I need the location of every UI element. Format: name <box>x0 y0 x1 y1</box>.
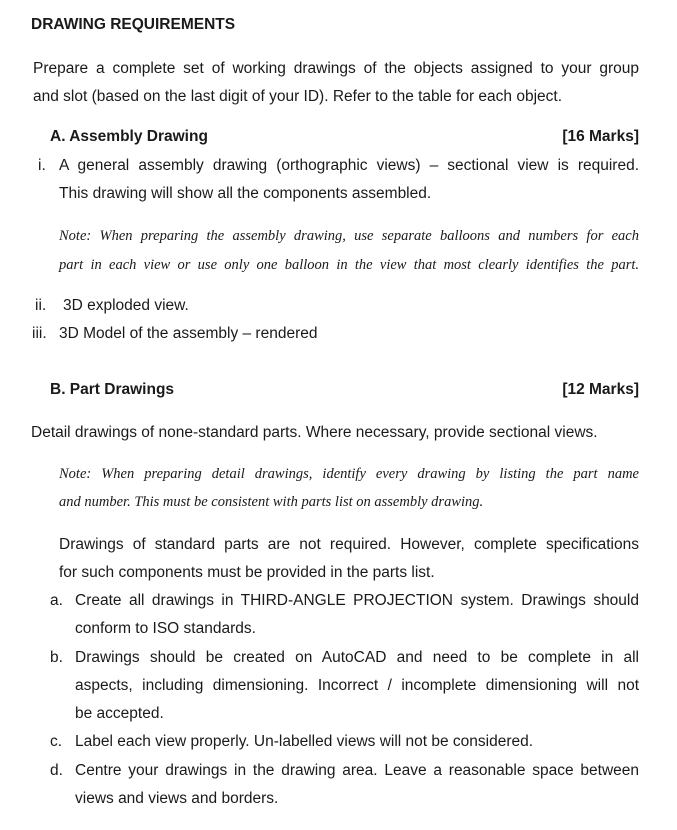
note-line: and number. This must be consistent with parts list on assembly drawing. <box>59 494 484 510</box>
note-line: Note: When preparing detail drawings, identify every drawing by listing the part name <box>59 466 639 482</box>
item-letter: d. <box>50 762 63 779</box>
note-line: part in each view or use only one balloon in the view that most clearly identifies the part. <box>59 257 639 273</box>
item-letter: c. <box>50 733 63 750</box>
item-text: This drawing will show all the components assembled. <box>59 185 432 202</box>
note-line: Note: When preparing the assembly drawing, use separate balloons and numbers for each <box>59 228 639 244</box>
standard-parts-text: for such components must be provided in the parts list. <box>59 564 435 581</box>
section-b-marks: [12 Marks] <box>562 381 639 398</box>
item-text: 3D exploded view. <box>63 297 189 314</box>
standard-parts-text: Drawings of standard parts are not required. However, complete specifications <box>59 536 639 553</box>
section-b-heading: B. Part Drawings <box>50 381 175 398</box>
item-number: iii. <box>32 325 47 342</box>
intro-line-2: and slot (based on the last digit of your ID). Refer to the table for each object. <box>33 88 563 105</box>
item-text: 3D Model of the assembly – rendered <box>59 325 318 342</box>
item-text: A general assembly drawing (orthographic views) – sectional view is required. <box>59 157 639 174</box>
section-b-intro: Detail drawings of none-standard parts. Where necessary, provide sectional views. <box>31 424 598 441</box>
intro-line-1: Prepare a complete set of working drawings of the objects assigned to your group <box>33 60 639 77</box>
item-text: Label each view properly. Un-labelled views will not be considered. <box>75 733 534 750</box>
item-text: Drawings should be created on AutoCAD and need to be complete in all <box>75 649 639 666</box>
item-number: i. <box>38 157 46 174</box>
item-text: conform to ISO standards. <box>75 620 256 637</box>
section-a-heading: A. Assembly Drawing <box>50 128 208 145</box>
item-letter: a. <box>50 592 63 609</box>
item-text: views and views and borders. <box>75 790 279 807</box>
item-text: Centre your drawings in the drawing area. Leave a reasonable space between <box>75 762 639 779</box>
page-title: DRAWING REQUIREMENTS <box>31 16 236 33</box>
item-number: ii. <box>35 297 47 314</box>
item-text: Create all drawings in THIRD-ANGLE PROJECTION system. Drawings should <box>75 592 639 609</box>
section-a-marks: [16 Marks] <box>562 128 639 145</box>
item-text: aspects, including dimensioning. Incorrect / incomplete dimensioning will not <box>75 677 639 694</box>
item-letter: b. <box>50 649 63 666</box>
item-text: be accepted. <box>75 705 164 722</box>
